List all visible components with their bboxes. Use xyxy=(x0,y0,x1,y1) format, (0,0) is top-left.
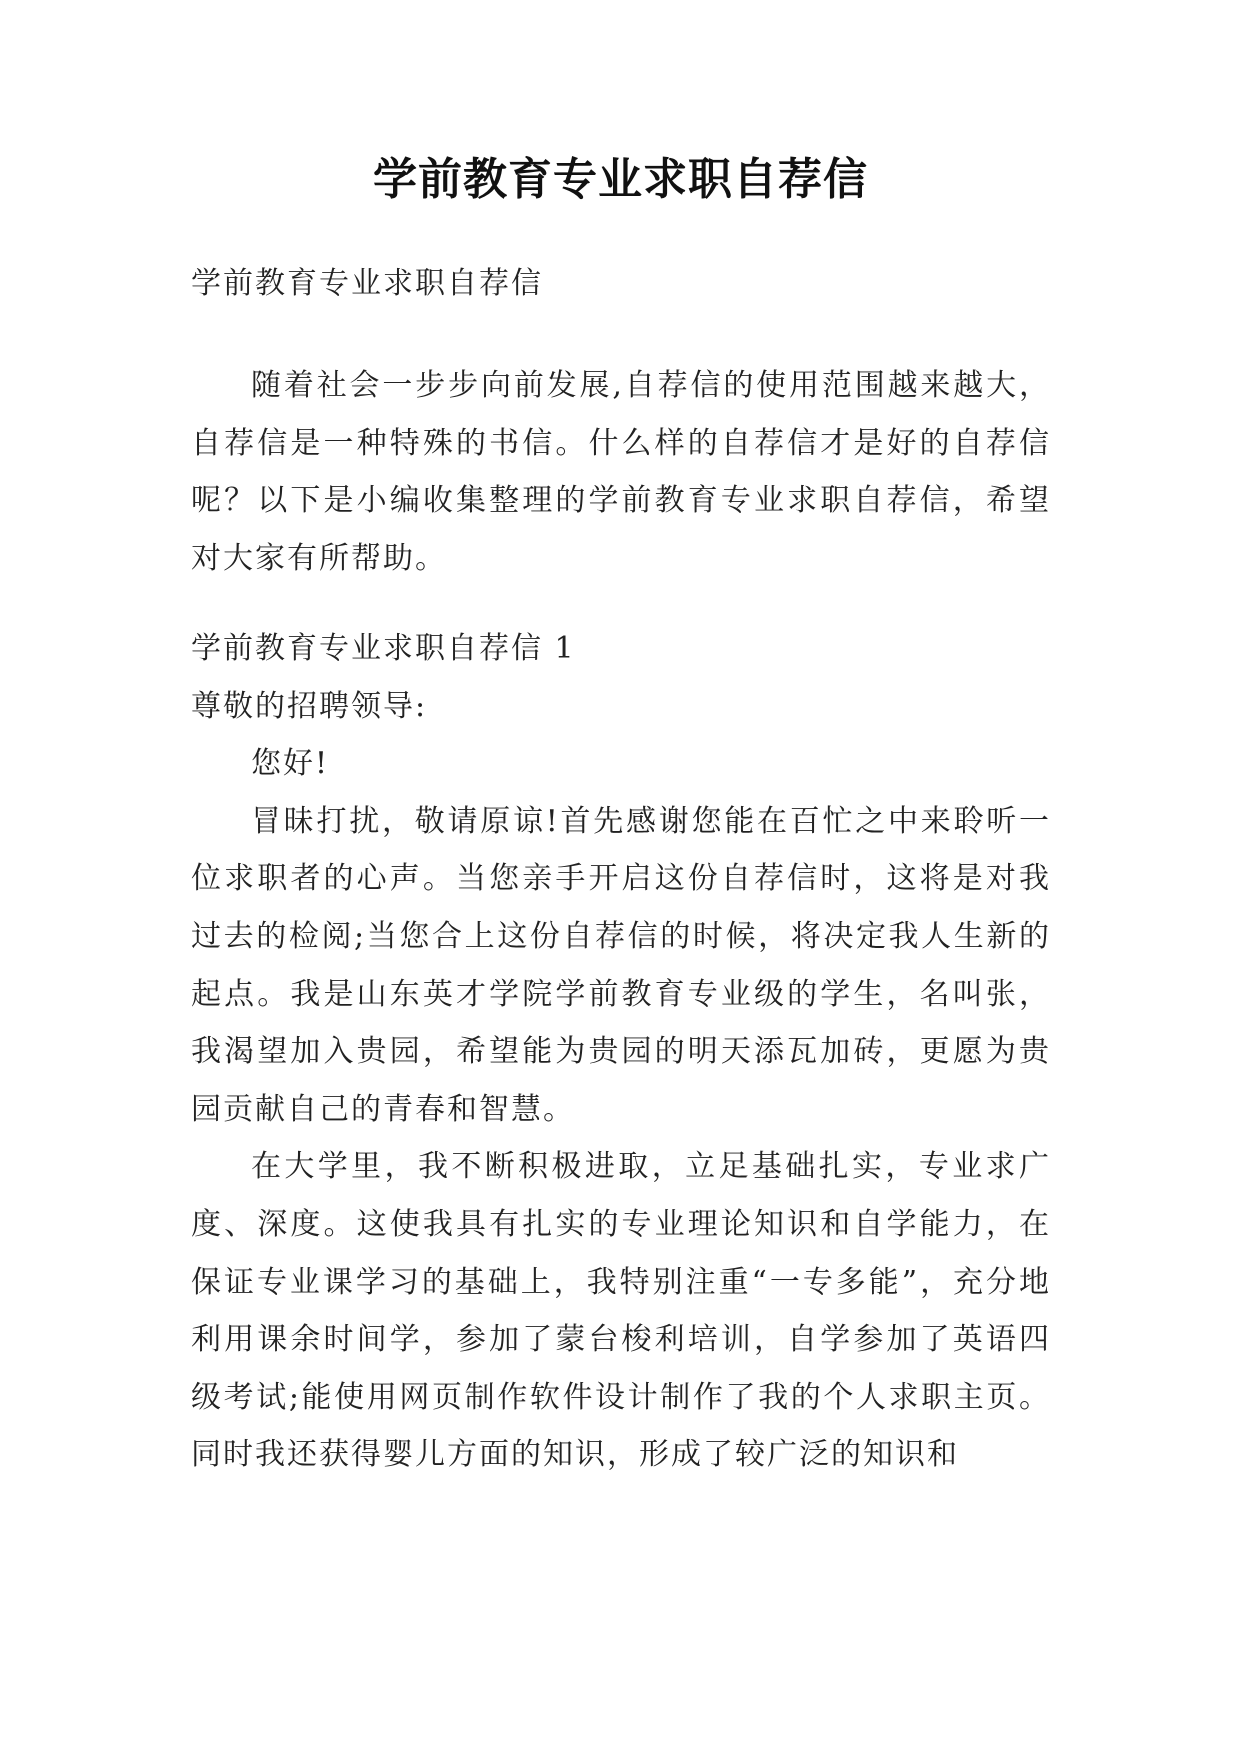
subtitle-block xyxy=(191,255,1051,313)
document-subtitle: 学前教育专业求职自荐信 xyxy=(191,266,543,301)
greeting: 您好! xyxy=(251,746,330,782)
section-heading: 学前教育专业求职自荐信 1 xyxy=(191,631,576,666)
body-paragraph: 冒昧打扰，敬请原谅!首先感谢您能在百忙之中来聆听一位求职者的心声。当您亲手开启这份自荐信时，这将是对我过去的检阅;当您合上这份自荐信的时候，将决定我人生新的起点。我是山东英才学院学前教育专业级的学生，名叫张，我渴望加入贵园，希望能为贵园的明天添瓦加砖，更愿为贵园贡献自己的青春和智慧。 xyxy=(191,803,1051,1127)
intro-paragraph: 随着社会一步步向前发展,自荐信的使用范围越来越大，自荐信是一种特殊的书信。什么样的自荐信才是好的自荐信呢？以下是小编收集整理的学前教育专业求职自荐信，希望对大家有所帮助。 xyxy=(191,368,1051,576)
letter-block xyxy=(191,620,1051,1484)
document-title: 学前教育专业求职自荐信 xyxy=(373,154,868,205)
intro-block xyxy=(191,357,1051,587)
body-paragraph: 在大学里，我不断积极进取，立足基础扎实，专业求广度、深度。这使我具有扎实的专业理论知识和自学能力，在保证专业课学习的基础上，我特别注重“一专多能”，充分地利用课余时间学，参加了蒙台梭利培训，自学参加了英语四级考试;能使用网页制作软件设计制作了我的个人求职主页。同时我还获得婴儿方面的知识，形成了较广泛的知识和 xyxy=(191,1149,1051,1473)
salutation: 尊敬的招聘领导: xyxy=(191,688,428,724)
